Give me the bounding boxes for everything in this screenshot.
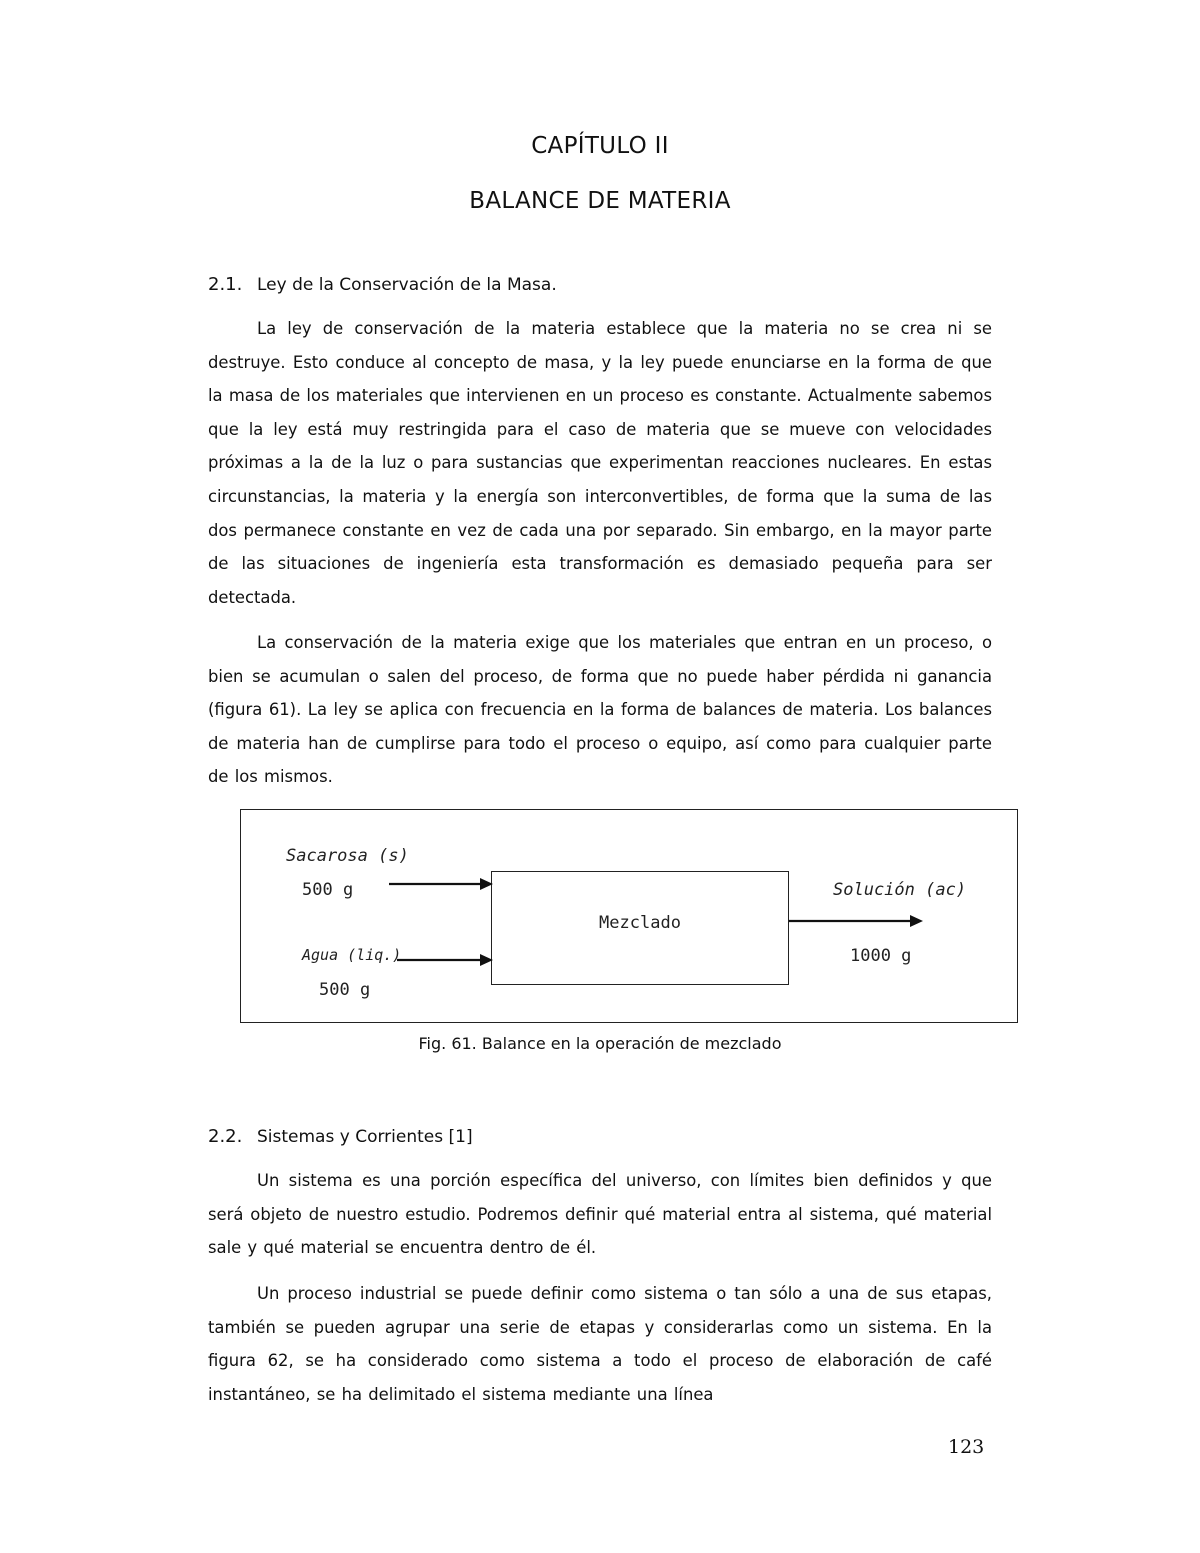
section-heading-2-2 <box>208 1126 473 1147</box>
paragraph: Un proceso industrial se puede definir como sistema o tan sólo a una de sus etapas, también se pueden agrupar una serie de etapas y considerarlas como un sistema. En la figura 62, se ha considerado como sistema a todo el proceso de elaboración de café instantáneo, se ha delimitado el sistema mediante una línea <box>208 1284 992 1404</box>
paragraph: La conservación de la materia exige que los materiales que entran en un proceso, o bien se acumulan o salen del proceso, de forma que no puede haber pérdida ni ganancia (figura 61). La ley se aplica con frecuencia en la forma de balances de materia. Los balances de materia han de cumplirse para todo el proceso o equipo, así como para cualquier parte de los mismos. <box>208 633 992 787</box>
section-heading-2-1 <box>208 274 557 295</box>
input-label-sacarosa: Sacarosa (s) <box>286 846 409 866</box>
output-mass: 1000 g <box>850 946 912 966</box>
chapter-subtitle: BALANCE DE MATERIA <box>469 188 731 214</box>
process-box <box>491 871 789 985</box>
paragraph: La ley de conservación de la materia establece que la materia no se crea ni se destruye. Esto conduce al concepto de masa, y la ley puede enunciarse en la forma de que la masa de los materiales que intervienen en un proceso es constante. Actualmente sabemos que la ley está muy restringida para el caso de materia que se mueve con velocidades próximas a la de la luz o para sustancias que experimentan reacciones nucleares. En estas circunstancias, la materia y la energía son interconvertibles, de forma que la suma de las dos permanece constante en vez de cada una por separado. Sin embargo, en la mayor parte de las situaciones de ingeniería esta transformación es demasiado pequeña para ser detectada. <box>208 319 992 607</box>
section-number: 2.2. <box>208 1126 243 1147</box>
figure-caption: Fig. 61. Balance en la operación de mezclado <box>418 1034 782 1053</box>
input-mass-agua: 500 g <box>319 980 371 1000</box>
output-label: Solución (ac) <box>833 880 967 900</box>
page-number: 123 <box>948 1436 985 1458</box>
input-label-agua: Agua (liq.) <box>302 946 402 964</box>
input-mass-sacarosa: 500 g <box>302 880 354 900</box>
chapter-title: CAPÍTULO II <box>531 133 669 159</box>
section-title: Sistemas y Corrientes [1] <box>257 1127 473 1147</box>
paragraph: Un sistema es una porción específica del universo, con límites bien definidos y que será objeto de nuestro estudio. Podremos definir qué material entra al sistema, qué material sale y qué material se encuentra dentro de él. <box>208 1171 992 1258</box>
process-label: Mezclado <box>599 913 681 933</box>
section-number: 2.1. <box>208 274 243 295</box>
section-title: Ley de la Conservación de la Masa. <box>257 275 557 295</box>
